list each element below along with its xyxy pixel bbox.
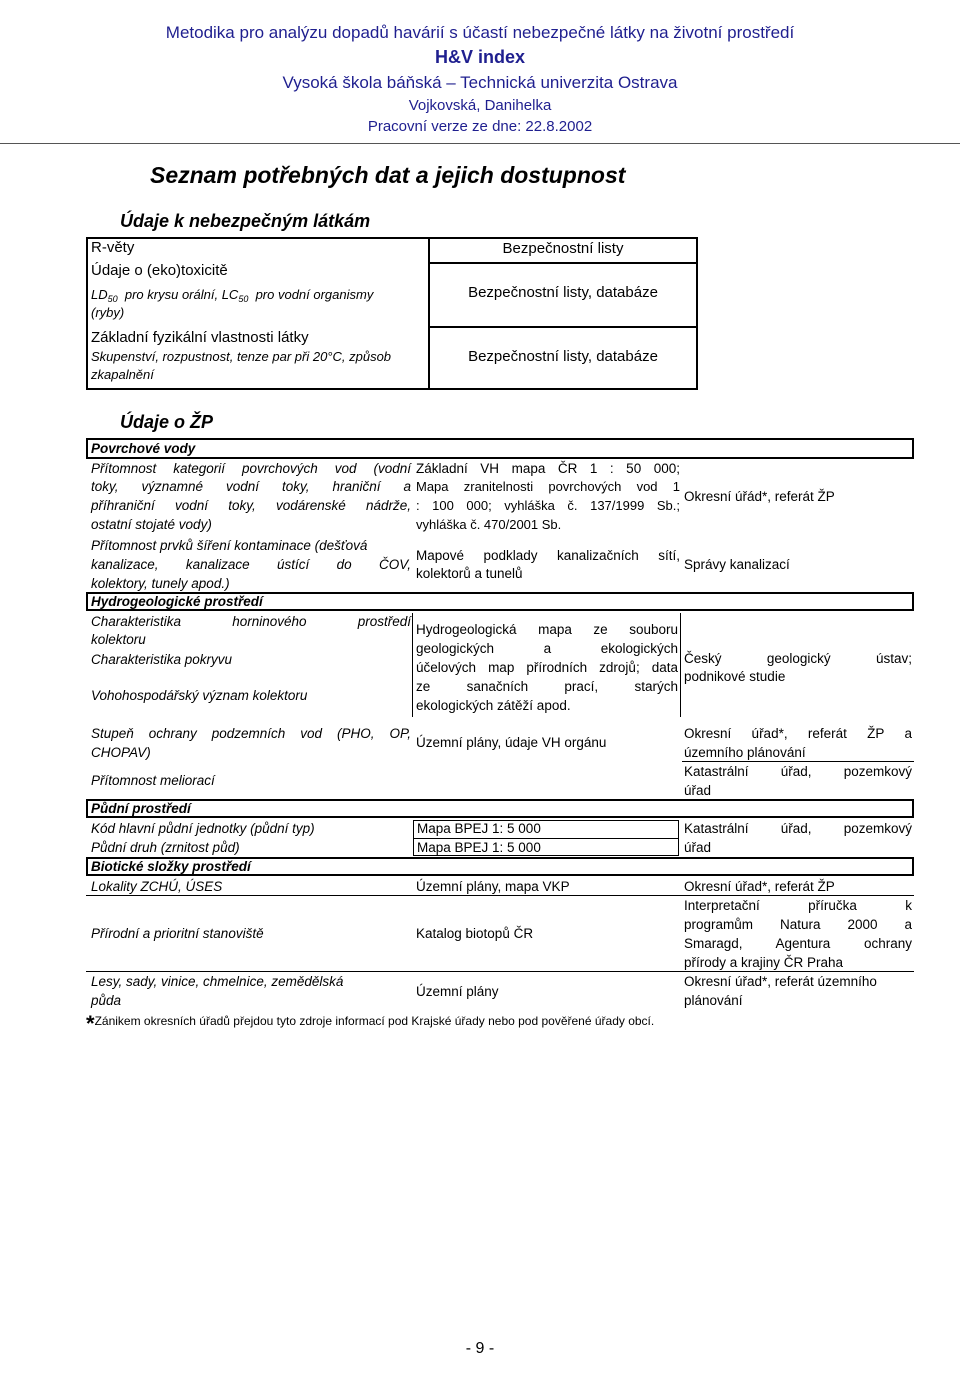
section-heading-substances: Údaje k nebezpečným látkám — [120, 211, 371, 231]
mel-right-2: úřad — [684, 783, 712, 798]
hy-left-2: Charakteristika pokryvu — [91, 652, 233, 667]
hy-left-1b: kolektoru — [91, 632, 146, 647]
st-right-2: územního plánování — [684, 745, 806, 760]
bi-left-2: Přírodní a prioritní stanoviště — [91, 926, 264, 941]
bi-right-2b: programům Natura 2000 a — [684, 917, 912, 932]
row-r-vety: R-věty — [91, 239, 135, 256]
row-fyzikalni: Základní fyzikální vlastnosti látky — [91, 329, 309, 346]
st-left-2: CHOPAV) — [91, 745, 151, 760]
page-number: - 9 - — [465, 1340, 495, 1357]
footnote-star: * — [86, 1011, 95, 1036]
subsection-povrchove-vody: Povrchové vody — [91, 441, 196, 456]
page-title: Seznam potřebných dat a jejich dostupnost — [150, 162, 626, 188]
source-3: Bezpečnostní listy, databáze — [468, 348, 658, 365]
surface-water-header-box — [86, 438, 914, 457]
pv-mid-4: vyhláška č. 470/2001 Sb. — [416, 517, 562, 532]
st-mid: Územní plány, údaje VH orgánu — [416, 735, 607, 750]
pu-mid-1: Mapa BPEJ 1: 5 000 — [417, 821, 541, 836]
hy-mid-5: ekologických zátěží apod. — [416, 698, 571, 713]
pu-left-2: Půdní druh (zrnitost půd) — [91, 840, 240, 855]
pv-left-1: Přítomnost kategorií povrchových vod (vodní — [91, 461, 411, 476]
bi-right-2c: Smaragd, Agentura ochrany — [684, 936, 912, 951]
hy-right-2: podnikové studie — [684, 669, 786, 684]
pu-right-1: Katastrální úřad, pozemkový — [684, 821, 912, 836]
hy-mid-4: ze sanačních prací, starých — [416, 679, 678, 694]
footnote-text: Zánikem okresních úřadů přejdou tyto zdroje informací pod Krajské úřady nebo pod pověřené úřady obcí. — [94, 1014, 655, 1028]
pv-mid-1: Základní VH mapa ČR 1 : 50 000; — [416, 461, 680, 476]
pu-right-2: úřad — [684, 840, 712, 855]
bi-right-3a: Okresní úřad*, referát územního — [684, 974, 877, 989]
kont-left-2: kanalizace, kanalizace ústící do ČOV, — [91, 557, 411, 572]
substances-table-divider — [428, 237, 430, 390]
section-heading-environment: Údaje o ŽP — [120, 412, 214, 432]
subsection-pudni: Půdní prostředí — [91, 801, 191, 816]
pv-left-3: příhraniční vodní toky, vodárenské nádrže, — [91, 498, 411, 513]
header-line-1: Metodika pro analýzu dopadů havárií s účastí nebezpečné látky na životní prostředí — [165, 23, 795, 42]
bi-left-3b: půda — [91, 993, 122, 1008]
bio-rule-2 — [86, 971, 914, 972]
substances-table — [86, 237, 698, 390]
bi-right-3b: plánování — [684, 993, 743, 1008]
hy-mid-2: geologických a ekologických — [416, 641, 678, 656]
hydro-col-rule-2 — [680, 613, 682, 717]
bi-mid-3: Územní plány — [416, 984, 499, 999]
row-ekotoxicita: Údaje o (eko)toxicitě — [91, 262, 228, 279]
kont-right: Správy kanalizací — [684, 557, 790, 572]
source-2: Bezpečnostní listy, databáze — [468, 284, 658, 301]
soil-header-box — [86, 799, 914, 818]
bi-mid-2: Katalog biotopů ČR — [416, 926, 534, 941]
bi-right-2d: přírody a krajiny ČR Praha — [684, 955, 844, 970]
kont-left-3: kolektory, tunely apod.) — [91, 576, 230, 591]
header-line-5: Pracovní verze ze dne: 22.8.2002 — [367, 118, 593, 135]
bi-mid-1: Územní plány, mapa VKP — [416, 879, 570, 894]
pv-left-4: ostatní stojaté vody) — [91, 517, 212, 532]
surface-water-rule — [86, 457, 914, 459]
footnote — [86, 1011, 655, 1036]
bi-right-2a: Interpretační příručka k — [684, 898, 912, 913]
source-1: Bezpečnostní listy — [502, 240, 624, 257]
hydro-col-rule-1 — [412, 613, 414, 717]
header-line-2: H&V index — [434, 47, 526, 67]
row-fyzikalni-detail-1: Skupenství, rozpustnost, tenze par při 20°C, způsob — [91, 349, 392, 364]
hy-right-1: Český geologický ústav; — [684, 651, 912, 666]
header-line-4: Vojkovská, Danihelka — [408, 97, 552, 114]
pv-right: Okresní úřád*, referát ŽP — [684, 489, 835, 504]
kont-mid-1: Mapové podklady kanalizačních sítí, — [416, 548, 680, 563]
pv-mid-2: Mapa zranitelnosti povrchových vod 1 — [416, 479, 680, 494]
hy-left-1: Charakteristika horninového prostředí — [91, 614, 411, 629]
subsection-bioticke: Biotické složky prostředí — [91, 859, 251, 874]
pv-left-2: toky, významné vodní toky, hraniční a — [91, 479, 411, 494]
row-ld50: $LD_{50}$ pro krysu orální, $LC_{50}$ pro vodní organismy — [91, 287, 374, 304]
st-right-1: Okresní úřad*, referát ŽP a — [684, 726, 912, 741]
hy-left-3: Vohohospodářský význam kolektoru — [91, 688, 308, 703]
hy-mid-3: účelových map přírodních zdrojů; data — [416, 660, 678, 675]
bi-left-3a: Lesy, sady, vinice, chmelnice, zemědělská — [91, 974, 344, 989]
header-rule — [0, 143, 960, 144]
st-right-rule — [682, 761, 914, 762]
row-fyzikalni-detail-2: zkapalnění — [91, 367, 154, 382]
pv-mid-3: : 100 000; vyhláška č. 137/1999 Sb.; — [416, 498, 680, 513]
st-left-1: Stupeň ochrany podzemních vod (PHO, OP, — [91, 726, 411, 741]
mel-left: Přítomnost meliorací — [91, 773, 215, 788]
hy-mid-1: Hydrogeologická mapa ze souboru — [416, 622, 678, 637]
pu-left-1: Kód hlavní půdní jednotky (půdní typ) — [91, 821, 315, 836]
kont-mid-2: kolektorů a tunelů — [416, 566, 523, 581]
bi-right-1: Okresní úřad*, referát ŽP — [684, 879, 835, 894]
pu-mid-2: Mapa BPEJ 1: 5 000 — [417, 840, 541, 855]
header-line-3: Vysoká škola báňská – Technická univerzita Ostrava — [282, 73, 678, 92]
bi-left-1: Lokality ZCHÚ, ÚSES — [91, 879, 223, 894]
subsection-hydrogeologicke: Hydrogeologické prostředí — [91, 594, 263, 609]
mel-right-1: Katastrální úřad, pozemkový — [684, 764, 912, 779]
bio-rule-1 — [86, 895, 914, 896]
source-rule-1 — [428, 262, 698, 264]
source-rule-2 — [428, 326, 698, 328]
kont-left-1: Přítomnost prvků šíření kontaminace (dešťová — [91, 538, 368, 553]
row-ld50-cont: (ryby) — [91, 305, 125, 320]
